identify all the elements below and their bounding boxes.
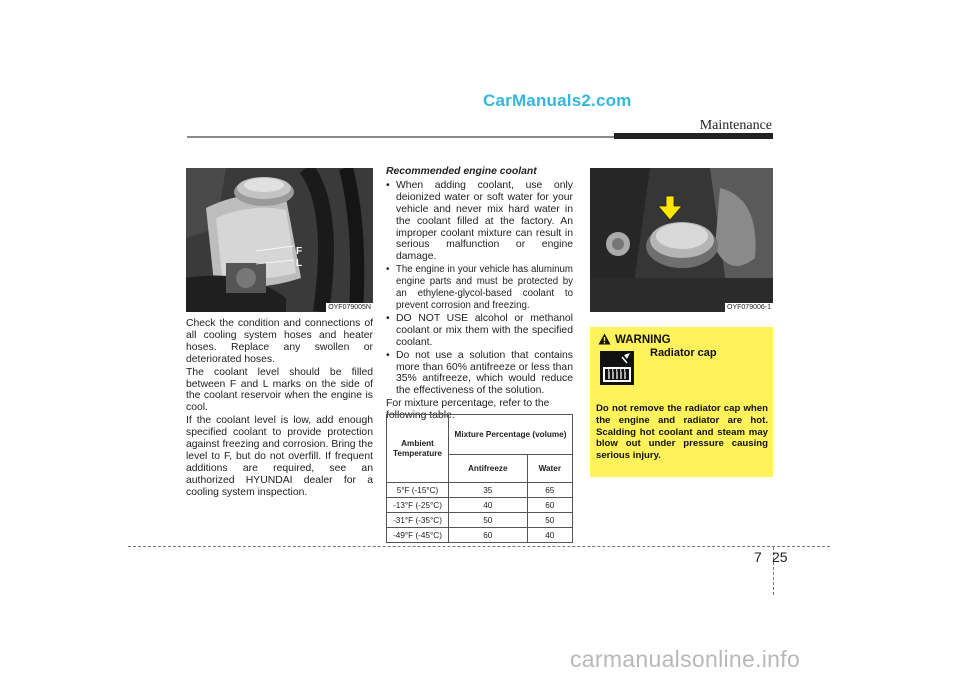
cell-antifreeze: 40 [449, 498, 528, 513]
watermark-bottom: carmanualsonline.info [570, 646, 801, 672]
cell-water: 40 [527, 528, 572, 543]
radiator-cap-photo [590, 168, 773, 312]
cell-water: 65 [527, 483, 572, 498]
middle-column [386, 166, 573, 422]
bullet-item: • The engine in your vehicle has aluminum engine parts and must be protected by an ethylene-glycol-based coolant to prevent corrosion and freezing. [386, 264, 573, 312]
hot-radiator-pictogram-icon [600, 351, 634, 385]
cell-antifreeze: 60 [449, 528, 528, 543]
chapter-number: 7 [754, 549, 762, 565]
full-mark-label: F [296, 246, 303, 257]
page-index: 25 [772, 549, 788, 565]
header-ambient-temperature-label: Ambient Temperature [393, 438, 442, 458]
watermark-top: CarManuals2.com [483, 91, 632, 110]
page-number [754, 549, 788, 565]
header-rule-dark [614, 133, 773, 139]
photo-caption-left: OYF079005N [328, 304, 371, 311]
paragraph-hose-check: Check the condition and connections of all cooling system hoses and heater hoses. Replace any swollen or deteriorated hoses. [186, 318, 373, 365]
header-antifreeze: Antifreeze [449, 455, 528, 483]
footer-dash-line [128, 546, 830, 547]
left-column [186, 318, 373, 500]
section-title: Maintenance [699, 118, 772, 133]
coolant-reservoir-photo [186, 168, 373, 312]
cell-antifreeze: 50 [449, 513, 528, 528]
photo-caption-right: OYF079006-1 [727, 304, 771, 311]
warning-body: Do not remove the radiator cap when the engine and radiator are hot. Scalding hot coolant and steam may blow out under pressure causing serious injury. [596, 403, 768, 462]
header-ambient-temperature [387, 415, 449, 483]
table-row [387, 483, 573, 498]
bullet-item: • DO NOT USE alcohol or methanol coolant or mix them with the specified coolant. [386, 313, 573, 349]
header-water: Water [527, 455, 572, 483]
cell-temperature: 5°F (-15°C) [387, 483, 449, 498]
warning-triangle-icon [598, 333, 611, 345]
coolant-mixture-table [386, 414, 573, 543]
section-heading: Recommended engine coolant [386, 166, 537, 177]
radiator-cap-image [590, 168, 773, 312]
low-mark-label: L [296, 258, 303, 269]
bullet-item: • When adding coolant, use only deionized water or soft water for your vehicle and never mix hard water in the coolant filled at the factory. An improper coolant mixture can result in serious malfunction or engine damage. [386, 180, 573, 263]
warning-subtitle: Radiator cap [650, 347, 717, 359]
coolant-bullets [386, 180, 573, 397]
cell-antifreeze: 35 [449, 483, 528, 498]
table-row [387, 528, 573, 543]
paragraph-low-coolant: If the coolant level is low, add enough specified coolant to provide protection against freezing and corrosion. Bring the level to F, but do not overfill. If frequent additions are required, see an authorized HYUNDAI dealer for a cooling system inspection. [186, 415, 373, 498]
coolant-reservoir-image [186, 168, 373, 312]
paragraph-coolant-level: The coolant level should be filled between F and L marks on the side of the coolant reservoir when the engine is cool. [186, 366, 373, 414]
cell-temperature: -31°F (-35°C) [387, 513, 449, 528]
header-rule-gray [187, 136, 614, 138]
table-intro: For mixture percentage, refer to the following table. [386, 398, 550, 422]
table-row [387, 513, 573, 528]
bullet-item: • Do not use a solution that contains more than 60% antifreeze or less than 35% antifreeze, which would reduce the effectiveness of the solution. [386, 350, 573, 398]
cell-water: 50 [527, 513, 572, 528]
warning-title: WARNING [615, 334, 671, 346]
table-row [387, 498, 573, 513]
cell-temperature: -13°F (-25°C) [387, 498, 449, 513]
warning-box [590, 327, 773, 477]
header-mixture-percentage: Mixture Percentage (volume) [449, 415, 573, 455]
cell-temperature: -49°F (-45°C) [387, 528, 449, 543]
cell-water: 60 [527, 498, 572, 513]
